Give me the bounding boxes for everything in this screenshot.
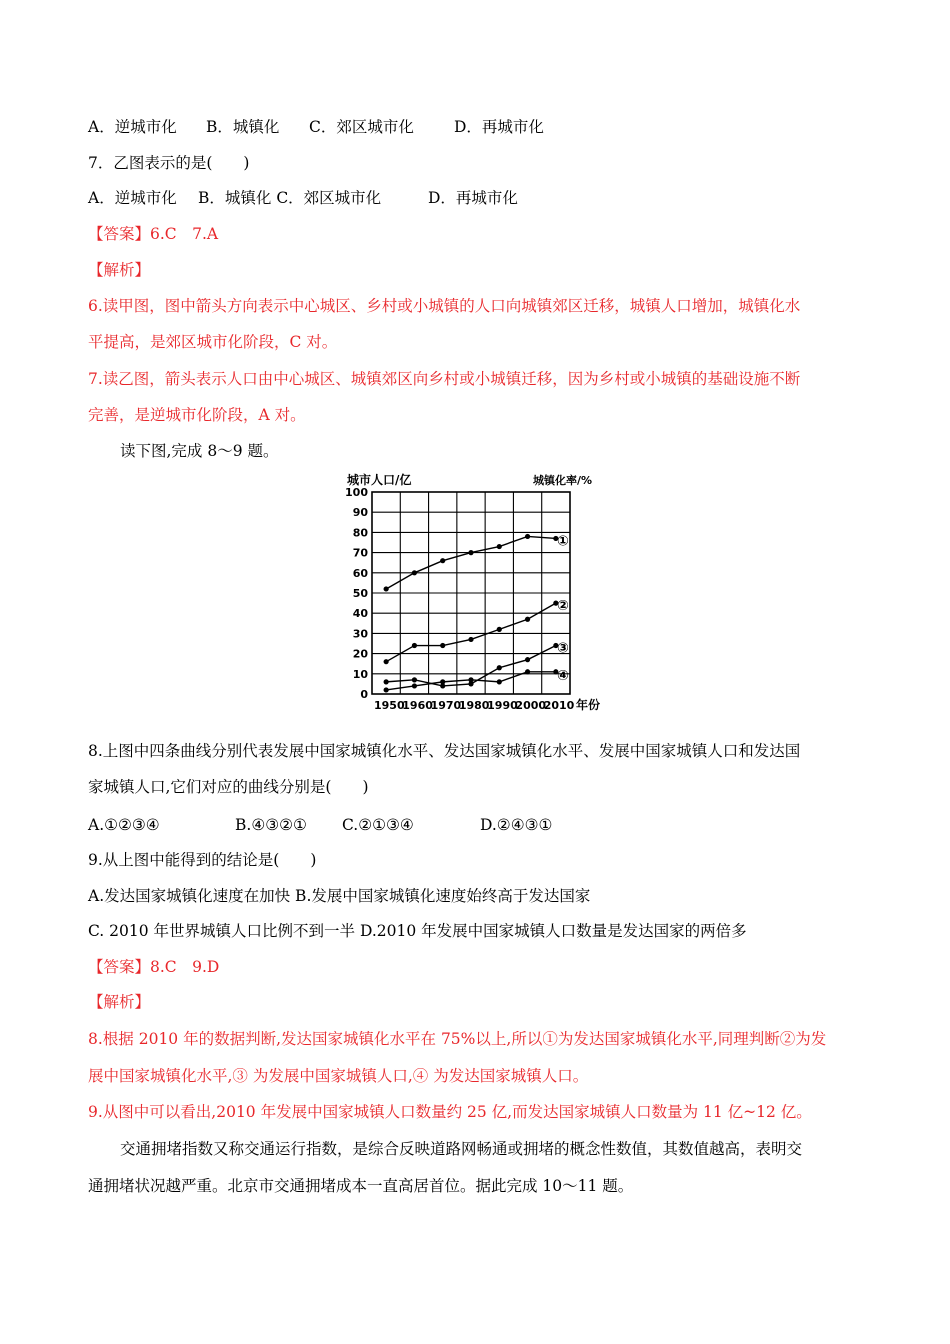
explanation-8-line1: 8.根据 2010 年的数据判断,发达国家城镇化水平在 75%以上,所以①为发达国家城镇化水平,同理判断②为发 (88, 1030, 827, 1048)
x-tick-label: 1950 (374, 699, 405, 712)
y-tick-label: 70 (352, 546, 368, 560)
data-point (525, 657, 530, 662)
intro-8-9: 读下图,完成 8～9 题。 (120, 442, 279, 460)
data-point (384, 586, 389, 591)
data-point (497, 627, 502, 632)
data-point (525, 534, 530, 539)
x-tick-label: 2010 (543, 699, 575, 712)
answer-6-7: 【答案】6.C 7.A (88, 225, 219, 243)
explanation-6-line1: 6.读甲图，图中箭头方向表示中心城区、乡村或小城镇的人口向城镇郊区迁移，城镇人口增加，城镇化水 (88, 297, 801, 315)
series-line (386, 536, 556, 589)
data-point (384, 687, 389, 692)
data-point (384, 679, 389, 684)
q6-option-c: C．郊区城市化 (309, 118, 414, 136)
q8-option-d: D.②④③① (480, 816, 553, 834)
analysis-heading-2: 【解析】 (88, 993, 151, 1011)
x-tick-label: 2000 (515, 699, 547, 712)
series-line (386, 603, 556, 662)
x-axis-label: 年份 (576, 698, 601, 712)
q7-stem: 7．乙图表示的是( ) (88, 154, 250, 172)
y-tick-label: 50 (352, 587, 368, 600)
q9-options-cd: C. 2010 年世界城镇人口比例不到一半 D.2010 年发展中国家城镇人口数量是发达国家的两倍多 (88, 922, 747, 940)
y-tick-label: 0 (360, 688, 368, 701)
q9-stem: 9.从上图中能得到的结论是( ) (88, 851, 317, 869)
urbanization-line-chart (335, 470, 615, 720)
q8-line1: 8.上图中四条曲线分别代表发展中国家城镇化水平、发达国家城镇化水平、发展中国家城镇人口和发达国 (88, 742, 801, 760)
y-tick-label: 10 (352, 667, 368, 681)
explanation-8-line2: 展中国家城镇化水平,③ 为发展中国家城镇人口,④ 为发达国家城镇人口。 (88, 1067, 589, 1085)
data-point (468, 677, 473, 682)
data-point (440, 679, 445, 684)
q6-options (88, 117, 544, 137)
analysis-heading-1: 【解析】 (88, 261, 151, 279)
q6-option-b: B．城镇化 (206, 118, 280, 136)
q9-options-ab: A.发达国家城镇化速度在加快 B.发展中国家城镇化速度始终高于发达国家 (88, 887, 591, 905)
q8-line2: 家城镇人口,它们对应的曲线分别是( ) (88, 778, 369, 796)
q7-option-bc: B．城镇化 C．郊区城市化 (198, 189, 382, 207)
data-point (497, 544, 502, 549)
series-label: ① (557, 533, 569, 550)
data-point (384, 659, 389, 664)
y-tick-label: 40 (352, 607, 368, 621)
data-point (497, 665, 502, 670)
traffic-intro-line1: 交通拥堵指数又称交通运行指数，是综合反映道路网畅通或拥堵的概念性数值，其数值越高，表明交 (120, 1140, 803, 1158)
data-point (412, 570, 417, 575)
q7-option-a: A．逆城市化 (88, 189, 177, 207)
y-tick-label: 80 (352, 526, 368, 540)
y-tick-label: 90 (352, 506, 368, 520)
q7-options (88, 188, 518, 208)
explanation-7-line2: 完善，是逆城市化阶段，A 对。 (88, 406, 306, 424)
q6-option-d: D．再城市化 (454, 118, 544, 136)
y-axis-label-right: 城镇化率/% (533, 474, 593, 487)
explanation-7-line1: 7.读乙图，箭头表示人口由中心城区、城镇郊区向乡村或小城镇迁移，因为乡村或小城镇的基础设施不断 (88, 370, 801, 388)
traffic-intro-line2: 通拥堵状况越严重。北京市交通拥堵成本一直高居首位。据此完成 10～11 题。 (88, 1177, 634, 1195)
series-label: ② (557, 598, 569, 615)
data-point (497, 679, 502, 684)
data-point (525, 617, 530, 622)
series-label: ④ (557, 667, 569, 684)
q7-option-d: D．再城市化 (428, 189, 518, 207)
chart-ticks (345, 486, 575, 712)
x-tick-label: 1960 (402, 699, 433, 712)
data-point (412, 643, 417, 648)
y-axis-label-left: 城市人口/亿 (347, 473, 412, 487)
x-tick-label: 1970 (430, 699, 462, 712)
y-tick-label: 30 (352, 627, 368, 641)
q8-option-c: C.②①③④ (342, 816, 414, 834)
q8-options (88, 815, 552, 835)
data-point (440, 558, 445, 563)
x-tick-label: 1980 (458, 699, 490, 712)
answer-8-9: 【答案】8.C 9.D (88, 958, 220, 976)
y-tick-label: 100 (345, 486, 368, 499)
series-label: ③ (557, 640, 569, 657)
y-tick-label: 20 (352, 647, 368, 661)
data-point (468, 637, 473, 642)
explanation-9: 9.从图中可以看出,2010 年发展中国家城镇人口数量约 25 亿,而发达国家城镇人口数量为 11 亿~12 亿。 (88, 1103, 812, 1121)
data-point (468, 550, 473, 555)
y-tick-label: 60 (352, 566, 368, 580)
data-point (440, 643, 445, 648)
data-point (412, 683, 417, 688)
q8-option-a: A.①②③④ (88, 816, 160, 834)
data-point (525, 669, 530, 674)
q8-option-b: B.④③②① (235, 816, 307, 834)
chart-grid (372, 492, 570, 694)
q6-option-a: A．逆城市化 (88, 118, 177, 136)
data-point (412, 677, 417, 682)
x-tick-label: 1990 (487, 699, 518, 712)
explanation-6-line2: 平提高，是郊区城市化阶段，C 对。 (88, 333, 338, 351)
